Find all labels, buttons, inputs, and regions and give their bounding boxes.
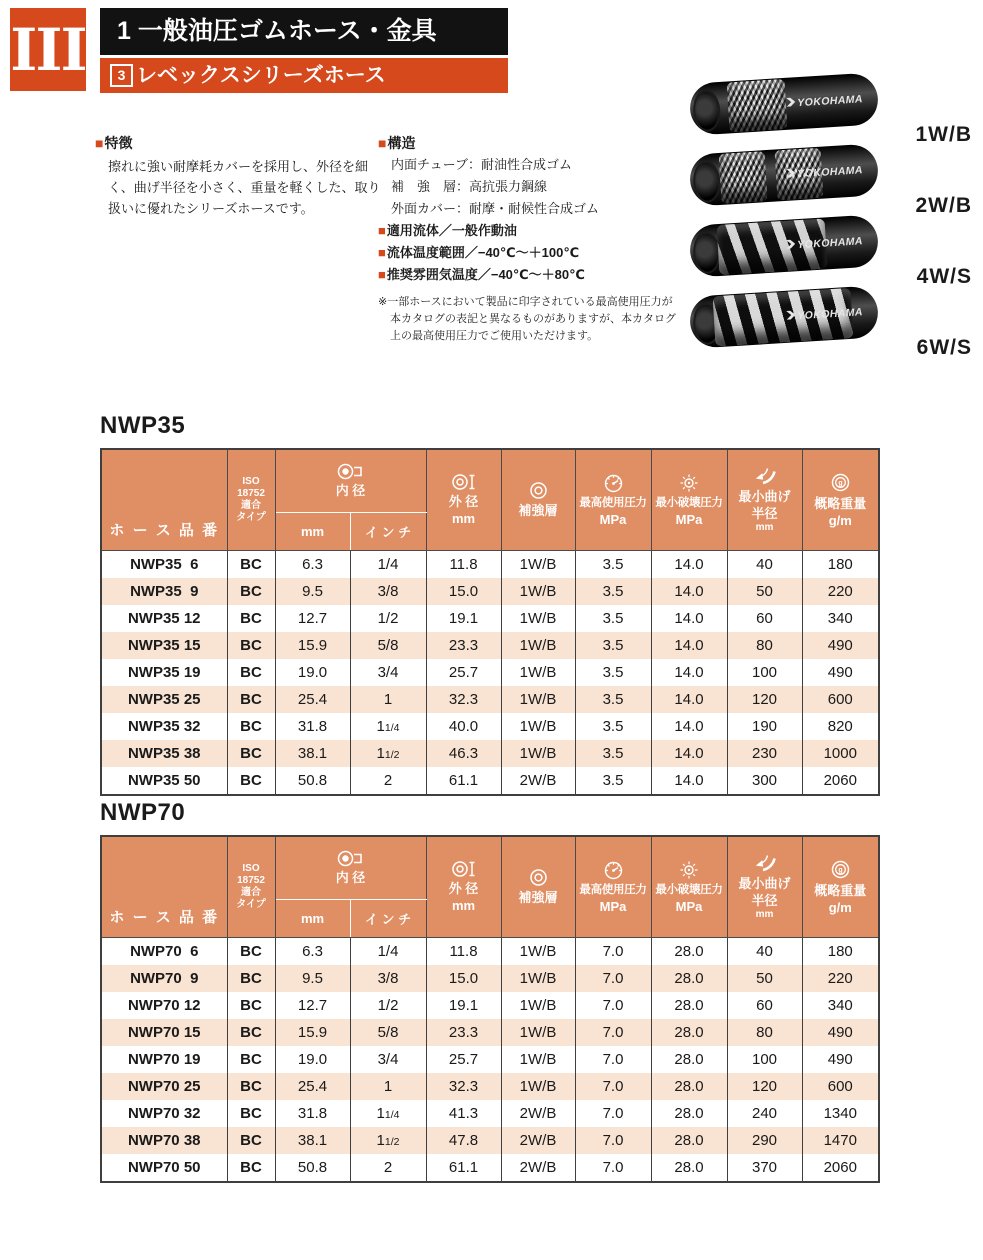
table-row bbox=[101, 1019, 879, 1046]
reinforcement-layer-icon bbox=[529, 868, 548, 887]
cell: 31.8 bbox=[275, 1100, 350, 1127]
cell: BC bbox=[227, 767, 275, 795]
cell: 46.3 bbox=[426, 740, 501, 767]
hose-2wb bbox=[688, 147, 980, 218]
cell: NWP70 25 bbox=[101, 1073, 227, 1100]
inner-diameter-icon bbox=[337, 463, 364, 480]
cell: NWP70 6 bbox=[101, 938, 227, 966]
cell: BC bbox=[227, 1154, 275, 1182]
bullet-square-icon: ■ bbox=[378, 135, 387, 151]
structure-line: 内面チューブ：耐油性合成ゴム bbox=[391, 157, 572, 172]
cell: 25.4 bbox=[275, 1073, 350, 1100]
hose-label: 1W/B bbox=[915, 123, 972, 146]
table-row bbox=[101, 965, 879, 992]
cell: 3.5 bbox=[575, 659, 651, 686]
cell: 28.0 bbox=[651, 1073, 727, 1100]
features-heading: ■特徴 bbox=[95, 135, 133, 151]
cell: 220 bbox=[802, 578, 879, 605]
cell: 23.3 bbox=[426, 632, 501, 659]
cell: 7.0 bbox=[575, 1127, 651, 1154]
cell: 7.0 bbox=[575, 1019, 651, 1046]
cell: 1W/B bbox=[501, 578, 575, 605]
series-number-badge: 3 bbox=[110, 64, 133, 87]
hose-6ws bbox=[688, 289, 980, 360]
table-row bbox=[101, 992, 879, 1019]
hose-label: 2W/B bbox=[915, 194, 972, 217]
cell: NWP35 32 bbox=[101, 713, 227, 740]
cell: 9.5 bbox=[275, 965, 350, 992]
table-row bbox=[101, 938, 879, 966]
col-header-max-working-pressure: 最高使用圧力 MPa bbox=[575, 449, 651, 551]
hose-photo-4ws bbox=[689, 214, 880, 277]
features-section bbox=[95, 133, 387, 219]
structure-heading: ■構造 bbox=[378, 135, 416, 151]
cell: 6.3 bbox=[275, 551, 350, 579]
cell: 40 bbox=[727, 938, 802, 966]
cell: 3.5 bbox=[575, 551, 651, 579]
cell: 50.8 bbox=[275, 767, 350, 795]
cell: BC bbox=[227, 713, 275, 740]
cell: 25.7 bbox=[426, 659, 501, 686]
cell: 1W/B bbox=[501, 713, 575, 740]
pressure-gauge-icon bbox=[603, 473, 624, 494]
cell: 5/8 bbox=[350, 632, 426, 659]
col-header-iso-type: ISO 18752 適合 タイプ bbox=[227, 449, 275, 551]
cell: 1W/B bbox=[501, 992, 575, 1019]
cell: 220 bbox=[802, 965, 879, 992]
table-row bbox=[101, 1073, 879, 1100]
bend-radius-icon bbox=[752, 853, 777, 873]
cell: 28.0 bbox=[651, 1127, 727, 1154]
hose-4ws bbox=[688, 218, 980, 289]
cell: 19.0 bbox=[275, 659, 350, 686]
cell: 11/4 bbox=[350, 713, 426, 740]
cell: 3/8 bbox=[350, 578, 426, 605]
cell: 600 bbox=[802, 686, 879, 713]
yokohama-chevron-icon bbox=[786, 97, 796, 107]
bullet-square-icon: ■ bbox=[378, 223, 386, 239]
cell: NWP35 19 bbox=[101, 659, 227, 686]
cell: 7.0 bbox=[575, 1154, 651, 1182]
cell: 3.5 bbox=[575, 605, 651, 632]
col-header-outer-diameter: 外 径 mm bbox=[426, 449, 501, 551]
cell: 1/2 bbox=[350, 992, 426, 1019]
cell: 28.0 bbox=[651, 1100, 727, 1127]
cell: BC bbox=[227, 659, 275, 686]
cell: 15.0 bbox=[426, 965, 501, 992]
col-header-part-number: ホ ー ス 品 番 bbox=[101, 836, 227, 938]
table-row bbox=[101, 713, 879, 740]
svg-text:g: g bbox=[838, 867, 843, 875]
cell: 11/2 bbox=[350, 740, 426, 767]
cell: 61.1 bbox=[426, 1154, 501, 1182]
burst-pressure-icon bbox=[678, 472, 700, 494]
cell: 6.3 bbox=[275, 938, 350, 966]
col-header-min-bend-radius: 最小曲げ 半径 mm bbox=[727, 836, 802, 938]
cell: NWP70 38 bbox=[101, 1127, 227, 1154]
spec-line-ambient-temp: ■推奨雰囲気温度／−40℃〜＋80℃ bbox=[378, 267, 585, 283]
yokohama-chevron-icon bbox=[786, 310, 796, 320]
table-body-nwp70 bbox=[101, 938, 879, 1183]
cell: 31.8 bbox=[275, 713, 350, 740]
table-row bbox=[101, 551, 879, 579]
cell: 1W/B bbox=[501, 686, 575, 713]
cell: NWP35 38 bbox=[101, 740, 227, 767]
cell: 80 bbox=[727, 632, 802, 659]
hose-label: 4W/S bbox=[916, 265, 972, 288]
cell: 19.1 bbox=[426, 992, 501, 1019]
burst-pressure-icon bbox=[678, 859, 700, 881]
cell: 1W/B bbox=[501, 1073, 575, 1100]
nwp70-section bbox=[100, 799, 878, 1183]
cell: BC bbox=[227, 686, 275, 713]
inner-diameter-icon bbox=[337, 850, 364, 867]
cell: 28.0 bbox=[651, 1046, 727, 1073]
col-header-min-bend-radius: 最小曲げ 半径 mm bbox=[727, 449, 802, 551]
features-body: 擦れに強い耐摩耗カバーを採用し、外径を細く、曲げ半径を小さく、重量を軽くした、取り扱いに優れたシリーズホースです。 bbox=[108, 159, 381, 217]
cell: BC bbox=[227, 1073, 275, 1100]
bullet-square-icon: ■ bbox=[378, 245, 386, 261]
cell: 60 bbox=[727, 605, 802, 632]
cell: 3.5 bbox=[575, 740, 651, 767]
cell: 14.0 bbox=[651, 551, 727, 579]
cell: 290 bbox=[727, 1127, 802, 1154]
cell: 3/4 bbox=[350, 1046, 426, 1073]
cell: 50 bbox=[727, 965, 802, 992]
cell: 3.5 bbox=[575, 713, 651, 740]
col-header-inner-diameter: 内 径 bbox=[275, 449, 426, 513]
cell: 340 bbox=[802, 992, 879, 1019]
cell: 2060 bbox=[802, 1154, 879, 1182]
cell: 23.3 bbox=[426, 1019, 501, 1046]
table-row bbox=[101, 1154, 879, 1182]
yokohama-logo: YOKOHAMA bbox=[786, 235, 863, 252]
cell: NWP35 9 bbox=[101, 578, 227, 605]
table-row bbox=[101, 1127, 879, 1154]
section-roman-numeral: III bbox=[10, 8, 86, 91]
col-header-min-burst-pressure: 最小破壊圧力 MPa bbox=[651, 449, 727, 551]
pressure-gauge-icon bbox=[603, 860, 624, 881]
cell: 14.0 bbox=[651, 578, 727, 605]
cell: 490 bbox=[802, 1046, 879, 1073]
cell: 32.3 bbox=[426, 1073, 501, 1100]
cell: 1W/B bbox=[501, 551, 575, 579]
hose-photo-6ws bbox=[689, 285, 880, 348]
structure-line: 外面カバー：耐摩・耐候性合成ゴム bbox=[391, 201, 600, 217]
cell: NWP70 15 bbox=[101, 1019, 227, 1046]
cell: 7.0 bbox=[575, 1046, 651, 1073]
table-body-nwp35 bbox=[101, 551, 879, 796]
cell: 1W/B bbox=[501, 938, 575, 966]
cell: 25.4 bbox=[275, 686, 350, 713]
cell: BC bbox=[227, 1046, 275, 1073]
cell: 11/2 bbox=[350, 1127, 426, 1154]
col-header-approx-weight: g 概略重量 g/m bbox=[802, 836, 879, 938]
bend-radius-icon bbox=[752, 466, 777, 486]
weight-icon bbox=[830, 472, 851, 493]
cell: 14.0 bbox=[651, 659, 727, 686]
table-row bbox=[101, 605, 879, 632]
yokohama-chevron-icon bbox=[786, 239, 796, 249]
cell: 1000 bbox=[802, 740, 879, 767]
cell: 2060 bbox=[802, 767, 879, 795]
cell: 190 bbox=[727, 713, 802, 740]
col-header-approx-weight: g 概略重量 g/m bbox=[802, 449, 879, 551]
cell: 28.0 bbox=[651, 965, 727, 992]
cell: 7.0 bbox=[575, 992, 651, 1019]
pressure-note: ※一部ホースにおいて製品に印字されている最高使用圧力が本カタログの表記と異なるものがありますが、本カタログ上の最高使用圧力でご使用いただけます。 bbox=[378, 295, 676, 342]
braid-band bbox=[719, 151, 768, 204]
series-title: レベックスシリーズホース bbox=[136, 64, 386, 87]
cell: 11.8 bbox=[426, 938, 501, 966]
cell: 7.0 bbox=[575, 1100, 651, 1127]
cell: NWP35 12 bbox=[101, 605, 227, 632]
cell: 1 bbox=[350, 1073, 426, 1100]
cell: 14.0 bbox=[651, 686, 727, 713]
cell: 40 bbox=[727, 551, 802, 579]
table-header bbox=[101, 449, 879, 551]
cell: 1/4 bbox=[350, 551, 426, 579]
cell: 14.0 bbox=[651, 632, 727, 659]
table-title-nwp70: NWP70 bbox=[100, 799, 186, 826]
cell: 7.0 bbox=[575, 1073, 651, 1100]
cell: BC bbox=[227, 1100, 275, 1127]
nwp35-section bbox=[100, 412, 878, 796]
bullet-square-icon: ■ bbox=[95, 135, 104, 151]
cell: 1W/B bbox=[501, 659, 575, 686]
cell: 1/4 bbox=[350, 938, 426, 966]
cell: 2W/B bbox=[501, 1154, 575, 1182]
outer-diameter-icon bbox=[451, 473, 476, 491]
structure-line: 補 強 層：高抗張力鋼線 bbox=[391, 179, 548, 195]
cell: 1W/B bbox=[501, 632, 575, 659]
cell: 61.1 bbox=[426, 767, 501, 795]
structure-section bbox=[378, 133, 678, 345]
braid-band bbox=[727, 79, 788, 132]
cell: 3.5 bbox=[575, 578, 651, 605]
table-row bbox=[101, 686, 879, 713]
col-subheader-inch: イ ン チ bbox=[350, 900, 426, 938]
cell: NWP70 50 bbox=[101, 1154, 227, 1182]
table-header bbox=[101, 836, 879, 938]
reinforcement-layer-icon bbox=[529, 481, 548, 500]
cell: BC bbox=[227, 992, 275, 1019]
cell: 2 bbox=[350, 767, 426, 795]
spec-line-fluid: ■適用流体／一般作動油 bbox=[378, 223, 517, 239]
cell: 5/8 bbox=[350, 1019, 426, 1046]
cell: 11/4 bbox=[350, 1100, 426, 1127]
cell: 490 bbox=[802, 659, 879, 686]
cell: 3.5 bbox=[575, 686, 651, 713]
cell: NWP35 25 bbox=[101, 686, 227, 713]
hose-photo-1wb bbox=[689, 72, 880, 135]
table-row bbox=[101, 1100, 879, 1127]
cell: 820 bbox=[802, 713, 879, 740]
cell: 100 bbox=[727, 659, 802, 686]
cell: NWP70 32 bbox=[101, 1100, 227, 1127]
cell: 120 bbox=[727, 1073, 802, 1100]
cell: NWP35 50 bbox=[101, 767, 227, 795]
cell: BC bbox=[227, 632, 275, 659]
spec-table-nwp70 bbox=[100, 835, 880, 1183]
col-header-outer-diameter: 外 径 mm bbox=[426, 836, 501, 938]
cell: 1W/B bbox=[501, 740, 575, 767]
cell: BC bbox=[227, 965, 275, 992]
cell: 28.0 bbox=[651, 992, 727, 1019]
cell: 1W/B bbox=[501, 1019, 575, 1046]
yokohama-logo: YOKOHAMA bbox=[786, 164, 863, 181]
cell: 340 bbox=[802, 605, 879, 632]
table-row bbox=[101, 740, 879, 767]
table-row bbox=[101, 767, 879, 795]
cell: 1W/B bbox=[501, 965, 575, 992]
cell: 240 bbox=[727, 1100, 802, 1127]
bullet-square-icon: ■ bbox=[378, 267, 386, 283]
cell: 50 bbox=[727, 578, 802, 605]
cell: 120 bbox=[727, 686, 802, 713]
cell: 1/2 bbox=[350, 605, 426, 632]
col-header-part-number: ホ ー ス 品 番 bbox=[101, 449, 227, 551]
cell: BC bbox=[227, 605, 275, 632]
cell: 28.0 bbox=[651, 938, 727, 966]
cell: 12.7 bbox=[275, 605, 350, 632]
cell: BC bbox=[227, 1019, 275, 1046]
cell: 12.7 bbox=[275, 992, 350, 1019]
spec-line-fluid-temp: ■流体温度範囲／−40℃〜＋100℃ bbox=[378, 245, 580, 261]
cell: 600 bbox=[802, 1073, 879, 1100]
svg-text:g: g bbox=[838, 480, 843, 488]
cell: BC bbox=[227, 1127, 275, 1154]
cell: 38.1 bbox=[275, 740, 350, 767]
yokohama-logo: YOKOHAMA bbox=[786, 93, 863, 110]
yokohama-logo: YOKOHAMA bbox=[786, 306, 863, 323]
table-row bbox=[101, 632, 879, 659]
spec-table-nwp35 bbox=[100, 448, 880, 796]
cell: 40.0 bbox=[426, 713, 501, 740]
cell: 1W/B bbox=[501, 1046, 575, 1073]
cell: BC bbox=[227, 740, 275, 767]
table-row bbox=[101, 578, 879, 605]
col-header-max-working-pressure: 最高使用圧力 MPa bbox=[575, 836, 651, 938]
cell: 14.0 bbox=[651, 605, 727, 632]
cell: 19.0 bbox=[275, 1046, 350, 1073]
cell: 11.8 bbox=[426, 551, 501, 579]
col-subheader-inch: イ ン チ bbox=[350, 513, 426, 551]
cell: 3.5 bbox=[575, 632, 651, 659]
cell: 3.5 bbox=[575, 767, 651, 795]
cell: 15.9 bbox=[275, 632, 350, 659]
cell: 300 bbox=[727, 767, 802, 795]
cell: BC bbox=[227, 551, 275, 579]
col-header-reinforcement: 補強層 bbox=[501, 836, 575, 938]
hose-image-column bbox=[688, 76, 980, 360]
cell: 32.3 bbox=[426, 686, 501, 713]
cell: 3/4 bbox=[350, 659, 426, 686]
series-title-bar bbox=[100, 58, 508, 93]
cell: 230 bbox=[727, 740, 802, 767]
cell: 50.8 bbox=[275, 1154, 350, 1182]
chapter-title-bar: 1 一般油圧ゴムホース・金具 bbox=[100, 8, 508, 55]
cell: 180 bbox=[802, 551, 879, 579]
cell: 15.9 bbox=[275, 1019, 350, 1046]
cell: 2W/B bbox=[501, 767, 575, 795]
cell: 3/8 bbox=[350, 965, 426, 992]
cell: 15.0 bbox=[426, 578, 501, 605]
cell: 1 bbox=[350, 686, 426, 713]
cell: 28.0 bbox=[651, 1154, 727, 1182]
col-subheader-mm: mm bbox=[275, 900, 350, 938]
cell: NWP70 19 bbox=[101, 1046, 227, 1073]
col-header-inner-diameter: 内 径 bbox=[275, 836, 426, 900]
cell: NWP35 6 bbox=[101, 551, 227, 579]
cell: 1470 bbox=[802, 1127, 879, 1154]
col-header-reinforcement: 補強層 bbox=[501, 449, 575, 551]
col-header-min-burst-pressure: 最小破壊圧力 MPa bbox=[651, 836, 727, 938]
hose-photo-2wb bbox=[689, 143, 880, 206]
hose-1wb bbox=[688, 76, 980, 147]
cell: 9.5 bbox=[275, 578, 350, 605]
cell: 14.0 bbox=[651, 713, 727, 740]
cell: 1W/B bbox=[501, 605, 575, 632]
cell: 47.8 bbox=[426, 1127, 501, 1154]
cell: NWP70 12 bbox=[101, 992, 227, 1019]
cell: NWP35 15 bbox=[101, 632, 227, 659]
cell: 14.0 bbox=[651, 740, 727, 767]
cell: 14.0 bbox=[651, 767, 727, 795]
cell: BC bbox=[227, 578, 275, 605]
table-row bbox=[101, 659, 879, 686]
cell: 180 bbox=[802, 938, 879, 966]
cell: 41.3 bbox=[426, 1100, 501, 1127]
cell: 25.7 bbox=[426, 1046, 501, 1073]
cell: 100 bbox=[727, 1046, 802, 1073]
cell: 490 bbox=[802, 632, 879, 659]
col-subheader-mm: mm bbox=[275, 513, 350, 551]
table-title-nwp35: NWP35 bbox=[100, 412, 186, 439]
cell: 2W/B bbox=[501, 1127, 575, 1154]
outer-diameter-icon bbox=[451, 860, 476, 878]
cell: 370 bbox=[727, 1154, 802, 1182]
cell: 60 bbox=[727, 992, 802, 1019]
cell: 490 bbox=[802, 1019, 879, 1046]
cell: 2 bbox=[350, 1154, 426, 1182]
cell: 28.0 bbox=[651, 1019, 727, 1046]
cell: 19.1 bbox=[426, 605, 501, 632]
cell: 1340 bbox=[802, 1100, 879, 1127]
col-header-iso-type: ISO 18752 適合 タイプ bbox=[227, 836, 275, 938]
cell: NWP70 9 bbox=[101, 965, 227, 992]
table-row bbox=[101, 1046, 879, 1073]
yokohama-chevron-icon bbox=[786, 168, 796, 178]
cell: 7.0 bbox=[575, 938, 651, 966]
cell: 2W/B bbox=[501, 1100, 575, 1127]
cell: BC bbox=[227, 938, 275, 966]
cell: 38.1 bbox=[275, 1127, 350, 1154]
cell: 7.0 bbox=[575, 965, 651, 992]
weight-icon bbox=[830, 859, 851, 880]
hose-label: 6W/S bbox=[916, 336, 972, 359]
cell: 80 bbox=[727, 1019, 802, 1046]
